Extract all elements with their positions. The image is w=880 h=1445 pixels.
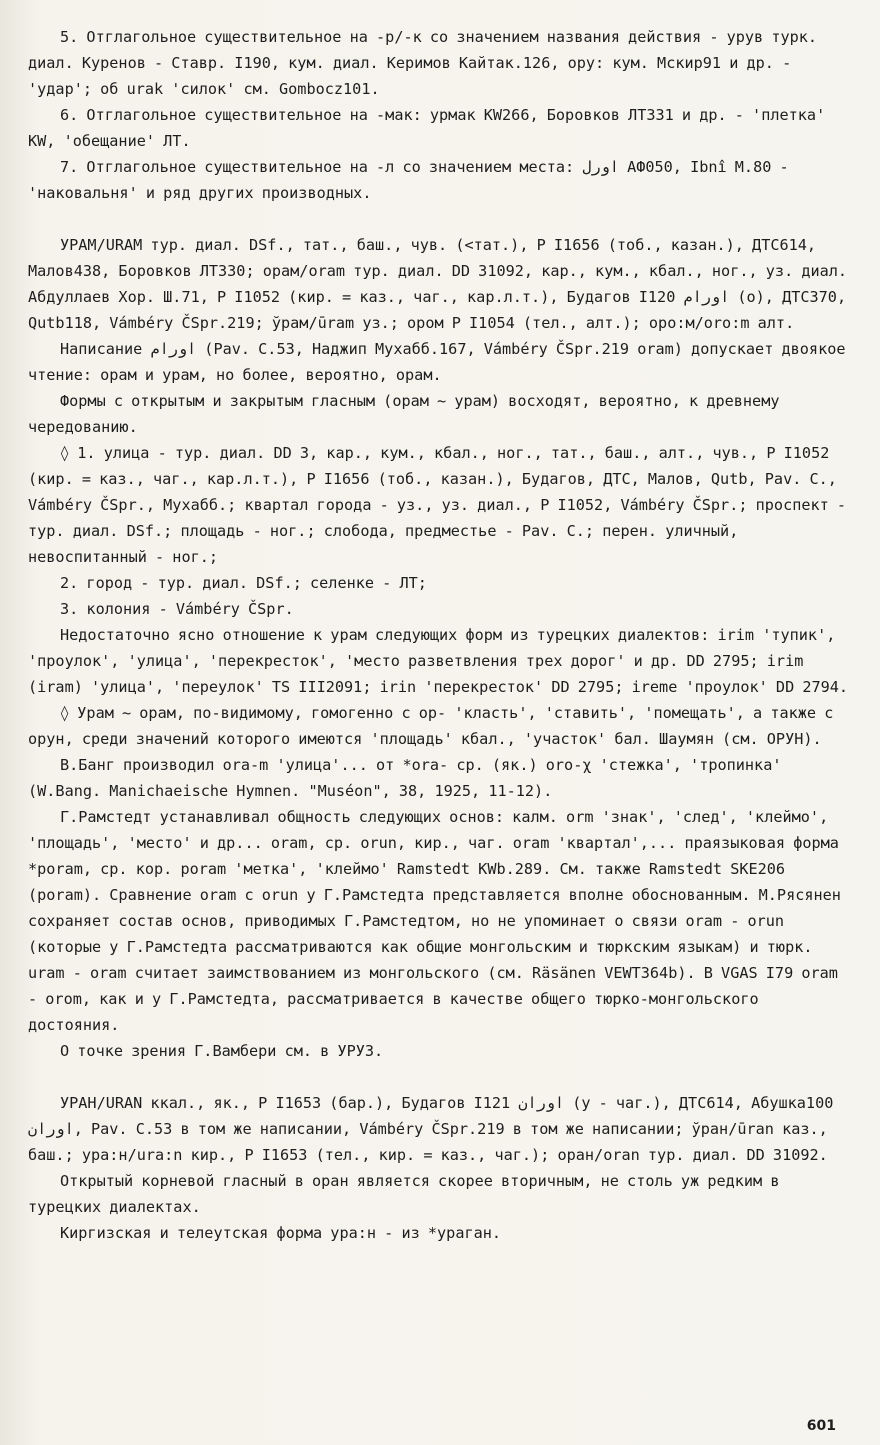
paragraph-bang: В.Банг производил ora-m 'улица'... от *ora- ср. (як.) oro-χ 'стежка', 'тропинка' (W.Bang. Manichaeische Hymnen. "Muséon", 38, 1925, 11-12).: [28, 756, 782, 800]
paragraph-kirghiz-form: Киргизская и телеутская форма ура:н - из *ураган.: [60, 1224, 502, 1242]
paragraph-open-vowel: Открытый корневой гласный в оран является скорее вторичным, не столь уж редким в турецких диалектах.: [28, 1172, 780, 1216]
paragraph-ramstedt: Г.Рамстедт устанавливал общность следующих основ: калм. orm 'знак', 'след', 'клеймо', 'площадь', 'место' и др... oram, ср. orun, кир., чаг. oram 'квартал',... праязыковая форма *poram, ср. кор. poram 'метка', 'клеймо' Ramstedt KWb.289. См. также Ramstedt SKE206 (poram). Сравнение oram с orun у Г.Рамстедта представляется вполне обоснованным. М.Рясянен сохраняет состав основ, приводимых Г.Рамстедтом, но не упоминает о связи oram - orun (которые у Г.Рамстедта рассматриваются как общие монгольским и тюркским языкам) и тюрк. uram - oram считает заимствованием из монгольского (см. Räsänen VEWT364b). В VGAS I79 oram - orom, как и у Г.Рамстедта, рассматривается в качестве общего тюрко-монгольского достояния.: [28, 808, 841, 1034]
paragraph-forms-note: Формы с открытым и закрытым гласным (орам ~ урам) восходят, вероятно, к древнему чередованию.: [28, 392, 780, 436]
paragraph-5-noun-r-k: 5. Отглагольное существительное на -р/-к со значением названия действия - урув турк. диал. Куренов - Ставр. I190, кум. диал. Керимов Кайтак.126, ору: кум. Мскир91 и др. - 'удар'; об urak 'силок' см. Gombocz101.: [28, 28, 818, 98]
paragraph-6-noun-mak: 6. Отглагольное существительное на -мак: урмак KW266, Боровков ЛТ331 и др. - 'плетка' KW, 'обещание' ЛТ.: [28, 106, 826, 150]
paragraph-etymology-or: ◊ Урам ~ орам, по-видимому, гомогенно с ор- 'класть', 'ставить', 'помещать', а также с орун, среди значений которого имеются 'площадь' кбал., 'участок' бал. Шаумян (см. ОРУН).: [28, 704, 834, 748]
document-body: [28, 24, 854, 1246]
paragraph-7-noun-l: 7. Отглагольное существительное на -л со значением места: اورل АФ050, Ibnî M.80 - 'наковальня' и ряд других производных.: [28, 158, 789, 202]
paragraph-turkish-dialects: Недостаточно ясно отношение к урам следующих форм из турецких диалектов: irim 'тупик', 'проулок', 'улица', 'перекресток', 'место разветвления трех дорог' и др. DD 2795; irim (iram) 'улица', 'переулок' TS III2091; irin 'перекресток' DD 2795; ireme 'проулок' DD 2794.: [28, 626, 849, 696]
paragraph-vambery-ref: О точке зрения Г.Вамбери см. в УРУЗ.: [60, 1042, 384, 1060]
page-number: 601: [806, 1418, 836, 1434]
entry-uran-header: УРАН/URAN ккал., як., Р I1653 (бар.), Будагов I121 اوران (у - чаг.), ДТС614, Абушка100 اوران, Pav. C.53 в том же написании, Vámbéry ČSpr.219 в том же написании; ўран/ūran каз., баш.; ура:н/ura:n кир., Р I1653 (тел., кир. = каз., чаг.); оран/oran тур. диал. DD 31092.: [28, 1094, 834, 1164]
meaning-1-street: ◊ 1. улица - тур. диал. DD 3, кар., кум., кбал., ног., тат., баш., алт., чув., Р I1052 (кир. = каз., чаг., кар.л.т.), Р I1656 (тоб., казан.), Будагов, ДТС, Малов, Qutb, Pav. C., Vámbéry ČSpr., Мухабб.; квартал города - уз., уз. диал., Р I1052, Vámbéry ČSpr.; проспект - тур. диал. DSf.; площадь - ног.; слобода, предместье - Pav. C.; перен. уличный, невоспитанный - ног.;: [28, 444, 847, 566]
meaning-2-city: 2. город - тур. диал. DSf.; селенке - ЛТ;: [60, 574, 427, 592]
meaning-3-colony: 3. колония - Vámbéry ČSpr.: [60, 600, 294, 618]
entry-uram-header: УРАМ/URAM тур. диал. DSf., тат., баш., чув. (<тат.), Р I1656 (тоб., казан.), ДТС614, Малов438, Боровков ЛТ330; орам/oram тур. диал. DD 31092, кар., кум., кбал., ног., уз. диал. Абдуллаев Хор. Ш.71, Р I1052 (кир. = каз., чаг., кар.л.т.), Будагов I120 اورام (о), ДТС370, Qutb118, Vámbéry ČSpr.219; ўрам/ūram уз.; ором Р I1054 (тел., алт.); оро:м/oro:m алт.: [28, 236, 848, 332]
paragraph-writing-note: Написание اورام (Pav. C.53, Наджип Мухабб.167, Vámbéry ČSpr.219 oram) допускает двоякое чтение: орам и урам, но более, вероятно, орам.: [28, 340, 846, 384]
